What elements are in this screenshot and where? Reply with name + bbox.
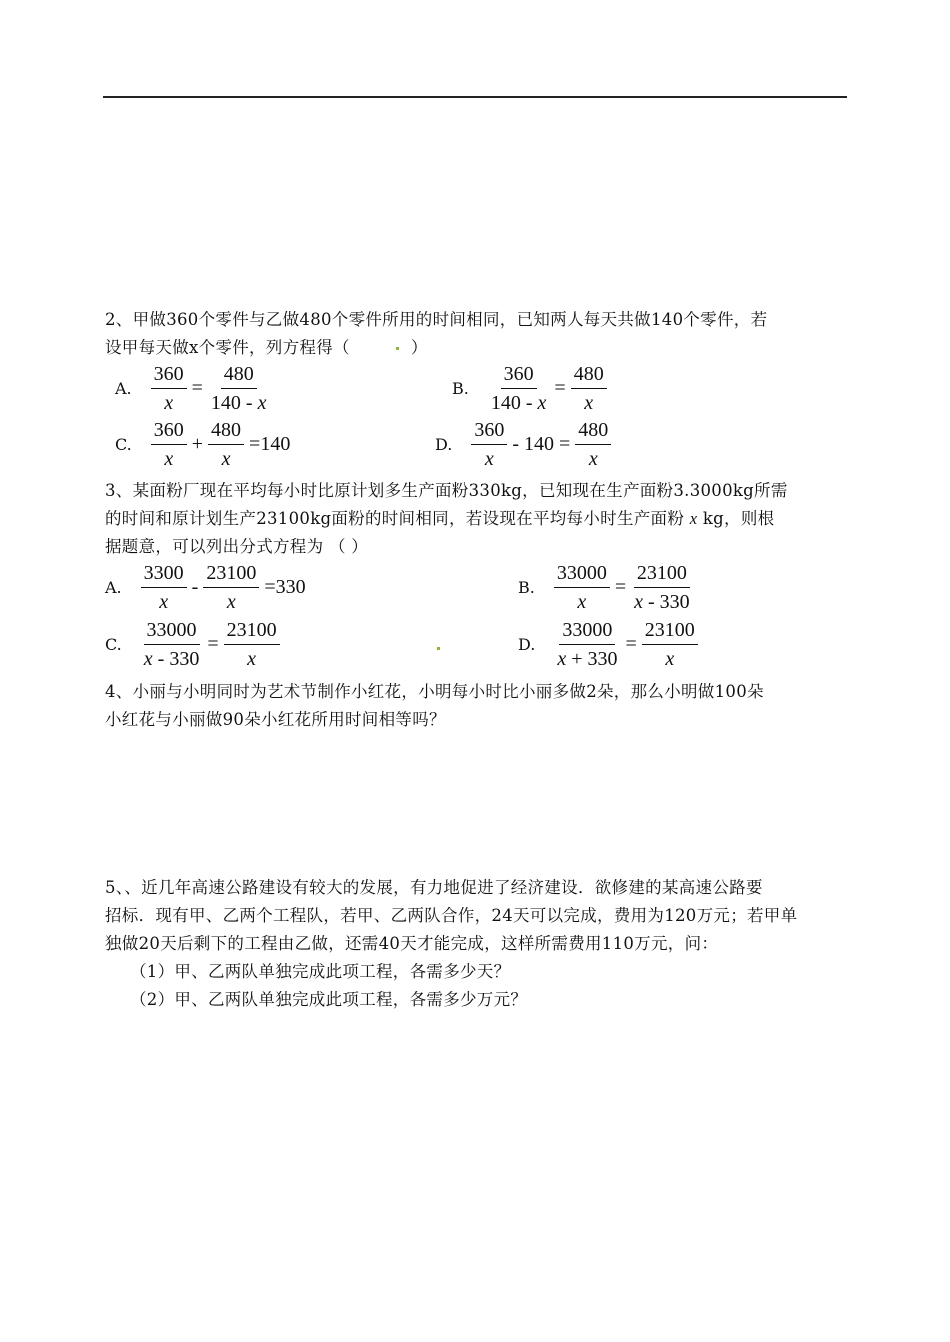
fraction: $\frac{33000}{x - 330}$ — [143, 619, 200, 670]
q5-line-3: 独做20天后剩下的工程由乙做，还需40天才能完成，这样所需费用110万元，问： — [105, 934, 719, 953]
fraction: $\frac{360}{140 - x}$ — [490, 363, 547, 414]
q2-line-2-close: ） — [410, 338, 428, 357]
q2-option-a[interactable]: A. $\frac{360}{x}$ = $\frac{480}{140 - x}$ — [115, 362, 272, 415]
fraction: $\frac{33000}{x + 330}$ — [557, 619, 618, 670]
header-rule — [103, 96, 847, 98]
fraction: $\frac{480}{x}$ — [571, 362, 607, 415]
fraction: $\frac{23100}{x}$ — [224, 618, 280, 671]
fraction: $\frac{23100}{x - 330}$ — [634, 562, 690, 613]
q3-option-c[interactable]: C. $\frac{33000}{x - 330}$ = $\frac{23100}{x}$ — [105, 618, 283, 671]
q3-line-3: 据题意，可以列出分式方程为 （ ） — [105, 537, 369, 556]
q3-line-1: 3、某面粉厂现在平均每小时比原计划多生产面粉330kg，已知现在生产面粉3.3000kg所需 — [105, 481, 788, 500]
marker-dot — [396, 347, 399, 350]
fraction: $\frac{3300}{x}$ — [141, 561, 187, 614]
fraction: $\frac{23100}{x}$ — [203, 561, 259, 614]
fraction: $\frac{360}{x}$ — [151, 418, 187, 471]
fraction: $\frac{23100}{x}$ — [642, 618, 698, 671]
q3-option-d[interactable]: D. $\frac{33000}{x + 330}$ = $\frac{23100}{x}$ — [518, 618, 701, 671]
marker-dot — [437, 647, 440, 650]
fraction: $\frac{360}{x}$ — [151, 362, 187, 415]
fraction: $\frac{480}{x}$ — [575, 418, 611, 471]
q2-line-2 — [105, 334, 428, 358]
q4-line-1: 4、小丽与小明同时为艺术节制作小红花，小明每小时比小丽多做2朵，那么小明做100朵 — [105, 682, 764, 701]
q5-subquestion-1: （1）甲、乙两队单独完成此项工程，各需多少天？ — [130, 962, 511, 981]
q2-option-d[interactable]: D. $\frac{360}{x}$ - 140 = $\frac{480}{x}$ — [435, 418, 614, 471]
q2-line-2-text: 设甲每天做x个零件，列方程得（ — [105, 338, 350, 357]
q2-option-b[interactable]: B. $\frac{360}{140 - x}$ = $\frac{480}{x}$ — [452, 362, 610, 415]
q5-line-1: 5、、近几年高速公路建设有较大的发展，有力地促进了经济建设．欲修建的某高速公路要 — [105, 878, 763, 897]
fraction: $\frac{480}{x}$ — [208, 418, 244, 471]
q5-line-2: 招标．现有甲、乙两个工程队，若甲、乙两队合作，24天可以完成，费用为120万元；若甲单 — [105, 906, 798, 925]
q2-option-c[interactable]: C. $\frac{360}{x}$ + $\frac{480}{x}$ =140 — [115, 419, 291, 470]
q3-option-b[interactable]: B. $\frac{33000}{x}$ = $\frac{23100}{x - 330}$ — [518, 561, 696, 614]
fraction: $\frac{480}{140 - x}$ — [210, 363, 267, 414]
q3-line-2: 的时间和原计划生产23100kg面粉的时间相同，若设现在平均每小时生产面粉 x kg，则根 — [105, 509, 775, 528]
q2-line-1: 2、甲做360个零件与乙做480个零件所用的时间相同，已知两人每天共做140个零件，若 — [105, 310, 768, 329]
q5-subquestion-2: （2）甲、乙两队单独完成此项工程，各需多少万元？ — [130, 990, 528, 1009]
fraction: $\frac{360}{x}$ — [471, 418, 507, 471]
q3-option-a[interactable]: A. $\frac{3300}{x}$ - $\frac{23100}{x}$ =330 — [105, 562, 306, 613]
q4-line-2: 小红花与小丽做90朵小红花所用时间相等吗？ — [105, 710, 446, 729]
fraction: $\frac{33000}{x}$ — [554, 561, 610, 614]
